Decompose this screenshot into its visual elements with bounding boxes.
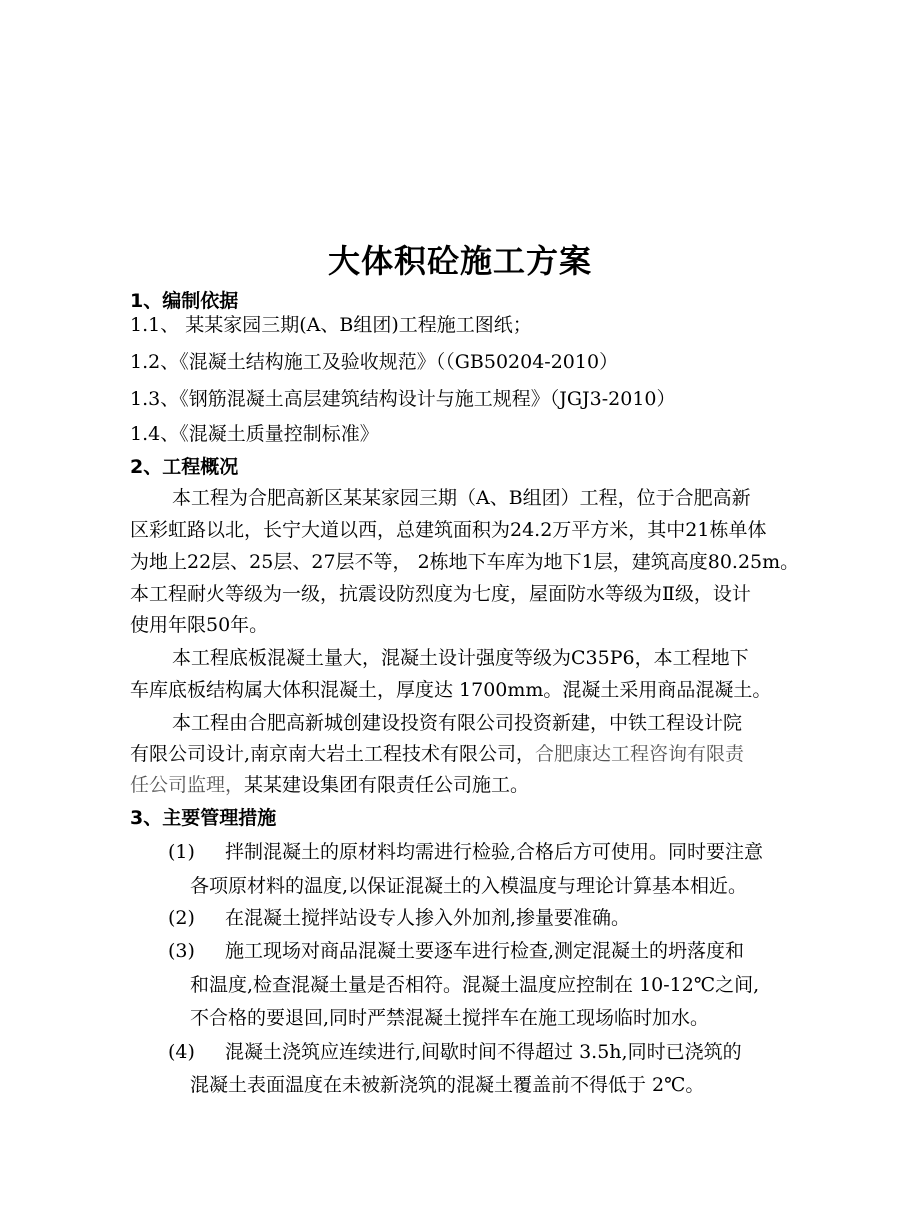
measure-1-line-2: 各项原材料的温度,以保证混凝土的入模温度与理论计算基本相近。	[190, 875, 748, 897]
section-1-item-3: 1.3、《钢筋混凝土高层建筑结构设计与施工规程》（JGJ3-2010）	[130, 388, 676, 410]
measure-3-line-3: 不合格的要退回,同时严禁混凝土搅拌车在施工现场临时加水。	[190, 1007, 710, 1029]
measure-4-number: (4)	[168, 1041, 195, 1063]
overview-p3-line-1: 本工程由合肥高新城创建设投资有限公司投资新建，中铁工程设计院	[172, 712, 743, 734]
measure-1-line-1: 拌制混凝土的原材料均需进行检验,合格后方可使用。同时要注意	[225, 841, 764, 863]
measure-3-line-1: 施工现场对商品混凝土要逐车进行检查,测定混凝土的坍落度和	[225, 940, 745, 962]
measure-2-line-1: 在混凝土搅拌站设专人掺入外加剂,掺量要准确。	[225, 907, 631, 929]
measure-1-number: (1)	[168, 841, 195, 863]
overview-p1-line-1: 本工程为合肥高新区某某家园三期（A、B组团）工程，位于合肥高新	[172, 487, 751, 509]
measure-3-line-2: 和温度,检查混凝土量是否相符。混凝土温度应控制在 10-12℃之间,	[190, 974, 760, 996]
section-2-heading: 2、工程概况	[130, 456, 239, 478]
measure-4-line-1: 混凝土浇筑应连续进行,间歇时间不得超过 3.5h,同时已浇筑的	[225, 1041, 742, 1063]
section-3-heading: 3、主要管理措施	[130, 807, 277, 829]
overview-p3-designer: 有限公司设计,南京南大岩土工程技术有限公司，	[130, 743, 536, 765]
section-1-item-2: 1.2、《混凝土结构施工及验收规范》（（GB50204-2010）	[130, 351, 619, 373]
overview-p3-supervisor: 合肥康达工程咨询有限责	[535, 743, 745, 765]
overview-p1-line-3: 为地上22层、25层、27层不等， 2栋地下车库为地下1层，建筑高度80.25m。	[130, 551, 800, 573]
overview-p1-line-5: 使用年限50年。	[130, 614, 269, 636]
overview-p3-supervisor-cont: 任公司监理，	[130, 774, 245, 796]
overview-p3-line-3	[130, 773, 529, 797]
overview-p3-contractor: 某某建设集团有限责任公司施工。	[244, 774, 530, 796]
measure-2-number: (2)	[168, 907, 195, 929]
overview-p2-line-1: 本工程底板混凝土量大，混凝土设计强度等级为C35P6，本工程地下	[172, 647, 749, 669]
measure-3-number: (3)	[168, 940, 195, 962]
section-1-heading: 1、编制依据	[130, 290, 239, 312]
document-title: 大体积砼施工方案	[327, 242, 592, 280]
section-1-item-4: 1.4、《混凝土质量控制标准》	[130, 423, 379, 445]
overview-p3-line-2	[130, 742, 744, 766]
overview-p2-line-2: 车库底板结构属大体积混凝土，厚度达 1700mm。混凝土采用商品混凝土。	[130, 679, 772, 701]
overview-p1-line-4: 本工程耐火等级为一级，抗震设防烈度为七度，屋面防水等级为Ⅱ级，设计	[130, 583, 751, 605]
section-1-item-1: 1.1、 某某家园三期(A、B组团)工程施工图纸；	[130, 314, 532, 336]
measure-4-line-2: 混凝土表面温度在未被新浇筑的混凝土覆盖前不得低于 2℃。	[190, 1074, 705, 1096]
overview-p1-line-2: 区彩虹路以北，长宁大道以西，总建筑面积为24.2万平方米，其中21栋单体	[130, 519, 767, 541]
